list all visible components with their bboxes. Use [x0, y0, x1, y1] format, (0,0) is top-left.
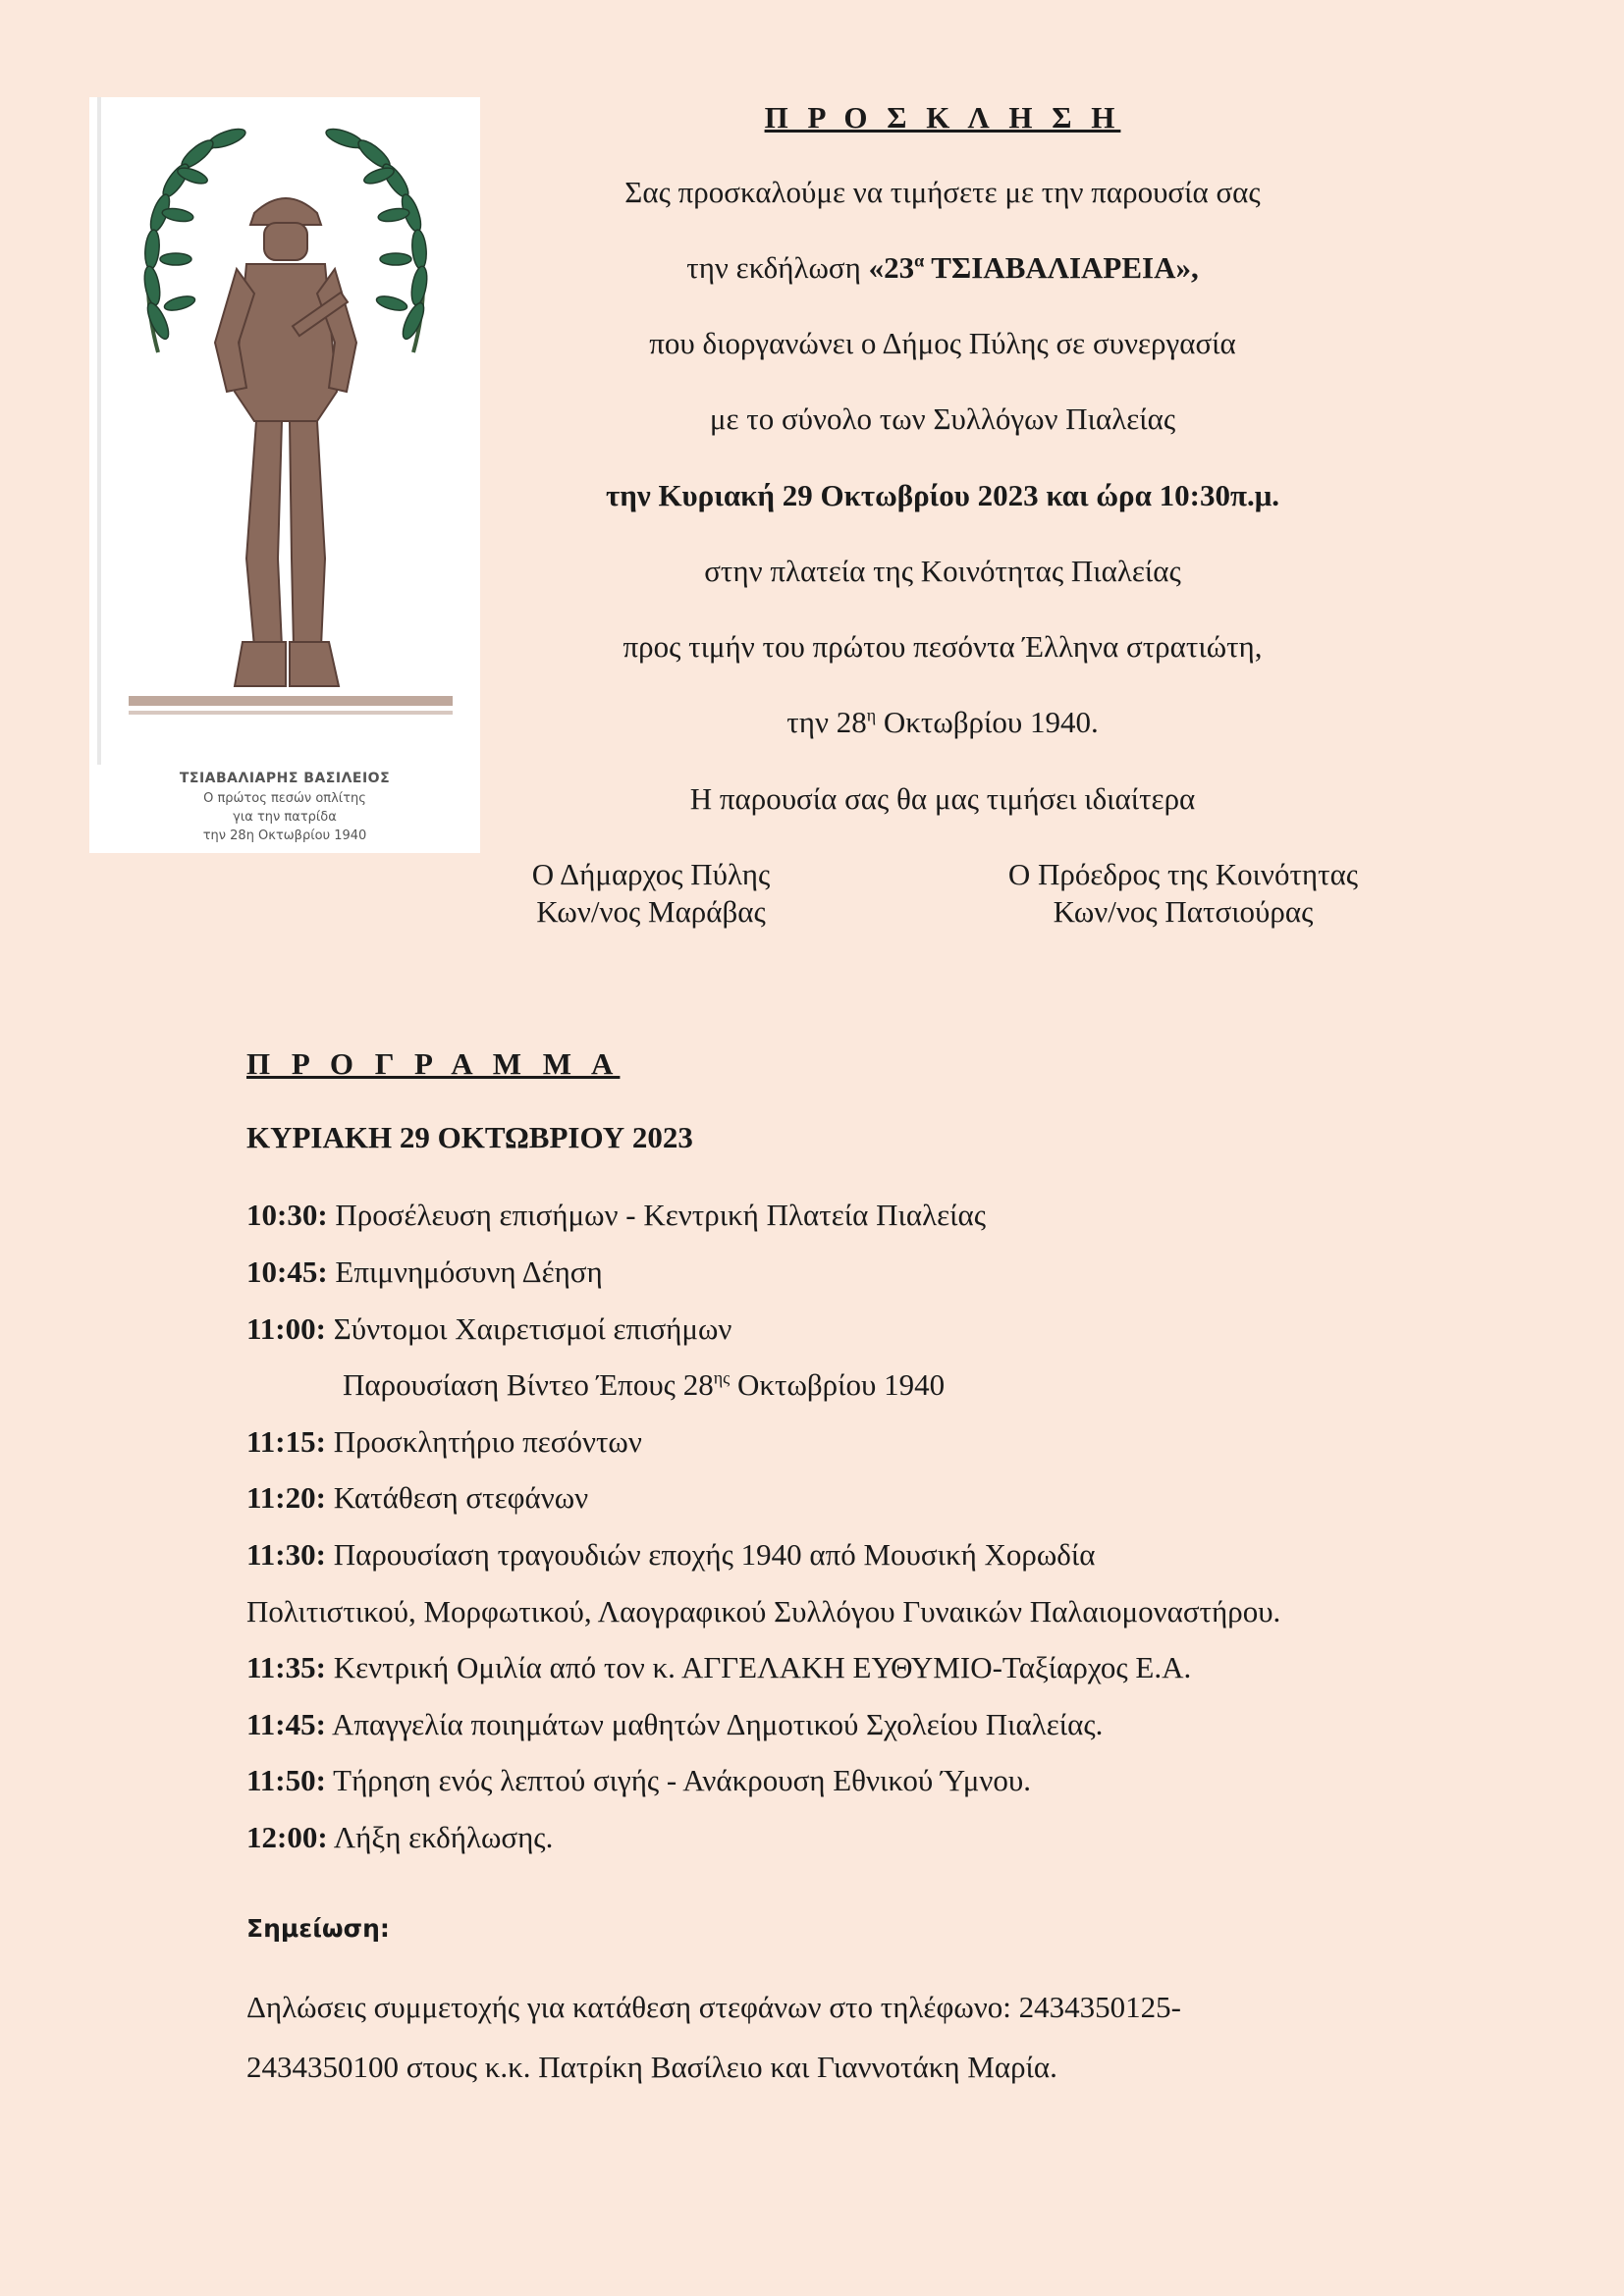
event-name: [869, 250, 1199, 285]
photo-caption-name: ΤΣΙΑΒΑΛΙΑΡΗΣ ΒΑΣΙΛΕΙΟΣ: [179, 771, 391, 786]
program-item: [246, 1705, 1103, 1744]
statue-photo: [89, 97, 480, 853]
program-text: Πολιτιστικού, Μορφωτικού, Λαογραφικού Συλλόγου Γυναικών Παλαιομοναστήρου.: [246, 1594, 1281, 1629]
invitation-text: Οκτωβρίου 1940.: [876, 705, 1099, 739]
program-time: 11:15:: [246, 1424, 326, 1459]
program-time: 12:00:: [246, 1820, 328, 1854]
signature-role: Ο Πρόεδρος της Κοινότητας: [1007, 857, 1359, 891]
invitation-text: την εκδήλωση: [686, 250, 869, 285]
invitation-line: που διοργανώνει ο Δήμος Πύλης σε συνεργασία: [649, 326, 1236, 360]
program-item: [246, 1478, 588, 1518]
note-text: Δηλώσεις συμμετοχής για κατάθεση στεφάνων στο τηλέφωνο: 2434350125-: [246, 1990, 1181, 2024]
program-text: Προσκλητήριο πεσόντων: [325, 1424, 642, 1459]
program-item: [246, 1196, 986, 1235]
program-text: Οκτωβρίου 1940: [730, 1367, 946, 1402]
program-text: Τήρηση ενός λεπτού σιγής - Ανάκρουση Εθνικού Ύμνου.: [325, 1763, 1032, 1797]
event-title: ΤΣΙΑΒΑΛΙΑΡΕΙΑ»,: [924, 250, 1199, 285]
photo-caption-line: την 28η Οκτωβρίου 1940: [202, 828, 367, 843]
event-number: «23: [868, 250, 915, 285]
program-time: 11:00:: [246, 1311, 326, 1346]
program-item-continuation: [343, 1365, 945, 1405]
photo-caption-line: Ο πρώτος πεσών οπλίτης: [203, 791, 366, 806]
ordinal-sup: η: [866, 705, 877, 725]
invitation-line: στην πλατεία της Κοινότητας Πιαλείας: [704, 554, 1181, 588]
program-time: 11:50:: [246, 1763, 326, 1797]
program-text: Κατάθεση στεφάνων: [325, 1480, 589, 1515]
program-time: 11:45:: [246, 1707, 326, 1741]
event-ordinal: α: [914, 250, 925, 271]
signature-name: Κων/νος Πατσιούρας: [1053, 894, 1314, 929]
invitation-line: Σας προσκαλούμε να τιμήσετε με την παρουσία σας: [624, 175, 1261, 209]
program-time: 10:45:: [246, 1255, 328, 1289]
invitation-line: [550, 703, 1335, 742]
program-item: [246, 1422, 642, 1462]
invitation-title: Π Ρ Ο Σ Κ Λ Η Σ Η: [764, 100, 1121, 134]
program-item: [246, 1309, 731, 1349]
program-item: [246, 1818, 553, 1857]
ordinal-sup: ης: [713, 1367, 731, 1388]
soldier-statue-with-laurel-wreath-icon: [89, 97, 480, 765]
signature-name: Κων/νος Μαράβας: [536, 894, 766, 929]
program-item: [246, 1761, 1031, 1800]
invitation-text: την 28: [786, 705, 867, 739]
note-title: Σημείωση:: [246, 1914, 390, 1943]
program-title: Π Ρ Ο Γ Ρ Α Μ Μ Α: [246, 1046, 621, 1081]
program-time: 11:30:: [246, 1537, 326, 1572]
program-text: Παρουσίαση τραγουδιών εποχής 1940 από Μουσική Χορωδία: [325, 1537, 1096, 1572]
program-text: Παρουσίαση Βίντεο Έπους 28: [343, 1367, 714, 1402]
program-date: ΚΥΡΙΑΚΗ 29 ΟΚΤΩΒΡΙΟΥ 2023: [246, 1120, 693, 1154]
invitation-line: Η παρουσία σας θα μας τιμήσει ιδιαίτερα: [689, 781, 1196, 816]
invitation-datetime: την Κυριακή 29 Οκτωβρίου 2023 και ώρα 10:30π.μ.: [605, 478, 1280, 512]
program-text: Απαγγελία ποιημάτων μαθητών Δημοτικού Σχολείου Πιαλείας.: [325, 1707, 1104, 1741]
program-text: Λήξη εκδήλωσης.: [327, 1820, 554, 1854]
program-text: Σύντομοι Χαιρετισμοί επισήμων: [325, 1311, 732, 1346]
signature-role: Ο Δήμαρχος Πύλης: [531, 857, 771, 891]
program-item: [246, 1648, 1191, 1687]
program-item: [246, 1253, 603, 1292]
invitation-line: προς τιμήν του πρώτου πεσόντα Έλληνα στρατιώτη,: [623, 629, 1263, 664]
signature-left: [376, 856, 926, 931]
program-time: 11:35:: [246, 1650, 326, 1684]
signature-right: [908, 856, 1458, 931]
program-item-continuation: [246, 1592, 1280, 1631]
program-item: [246, 1535, 1096, 1575]
invitation-event-line: [550, 248, 1335, 288]
photo-caption-line: για την πατρίδα: [233, 810, 337, 825]
program-text: Επιμνημόσυνη Δέηση: [327, 1255, 603, 1289]
invitation-line: με το σύνολο των Συλλόγων Πιαλείας: [709, 401, 1176, 436]
program-text: Κεντρική Ομιλία από τον κ. ΑΓΓΕΛΑΚΗ ΕΥΘΥΜΙΟ-Ταξίαρχος Ε.Α.: [325, 1650, 1192, 1684]
program-time: 11:20:: [246, 1480, 326, 1515]
program-time: 10:30:: [246, 1198, 328, 1232]
program-text: Προσέλευση επισήμων - Κεντρική Πλατεία Πιαλείας: [327, 1198, 986, 1232]
note-text: 2434350100 στους κ.κ. Πατρίκη Βασίλειο και Γιαννοτάκη Μαρία.: [246, 2050, 1057, 2084]
